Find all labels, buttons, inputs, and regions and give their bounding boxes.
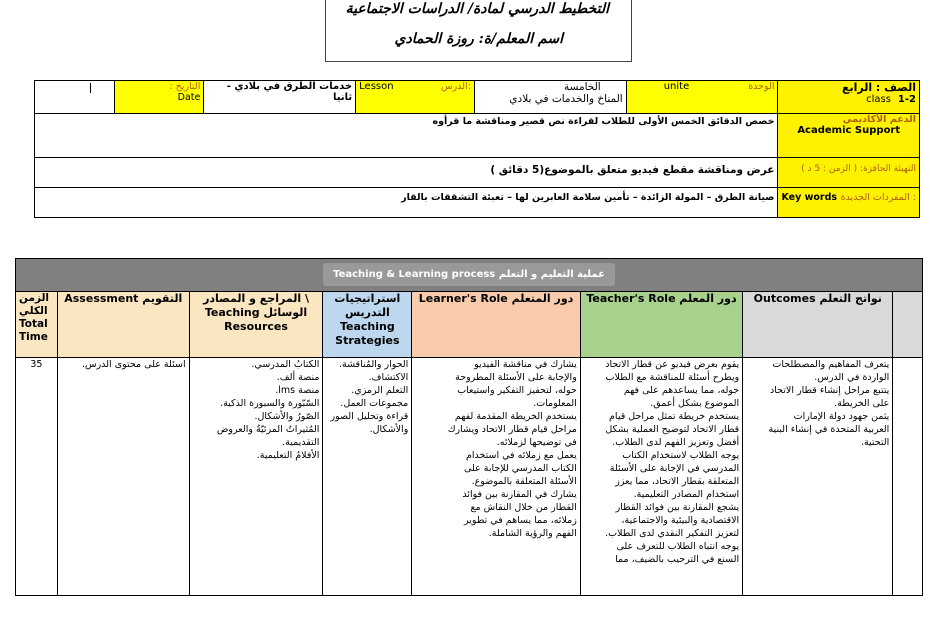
blank-cell <box>35 81 115 114</box>
vocab-label-cell: Key words المفردات الجديدة : <box>778 188 920 218</box>
col-resources: المراجع و المصادر \ Teaching الوسائل Resources <box>189 292 323 358</box>
col-learner-role: Learner's Role دور المتعلم <box>412 292 581 358</box>
process-bar <box>16 259 923 292</box>
unit-label-cell: unite الوحدة <box>626 81 778 114</box>
date-cell: التاريخ : Date <box>114 81 204 114</box>
warmup-label: التهيئة الحافزة: ( الزمن : 5 د ) <box>778 158 920 188</box>
cell-learner-role: يشارك في مناقشة الفيديو والإجابة على الأسئلة المطروحة حوله، لتحفيز التفكير واستيعاب المعلومات. يستخدم الخريطة المقدمة لفهم مراحل قيام قطار الاتحاد ويشارك في توضيحها لزملائه. يعمل مع زملائه في استخدام الكتاب المدرسي للإجابة على الأسئلة المتعلقة بالموضوع. يشارك في المقارنة بين فوائد القطار من خلال النقاش مع زملائه، مما يساهم في تطوير الفهم والرؤية الشاملة. <box>412 358 581 596</box>
lesson-name-cell: خدمات الطرق في بلادي - ثانيا <box>204 81 356 114</box>
support-text: خصص الدقائق الخمس الأولى للطلاب لقراءة نص قصير ومناقشة ما قرأوه <box>35 114 778 158</box>
cell-strategies: الحوار والمُناقشة. الاكتشاف. التعلم الرمزي. مجموعات العمل. قراءة وتحليل الصور والأشكال. <box>323 358 412 596</box>
col-assessment: Assessment التقويم <box>57 292 189 358</box>
cell-extra <box>893 358 923 596</box>
cell-assessment: اسئلة على محتوى الدرس. <box>57 358 189 596</box>
process-title: Teaching & Learning process عملية التعليم و التعلم <box>323 263 615 286</box>
cell-total-time: 35 <box>16 358 58 596</box>
warmup-text: عرض ومناقشة مقطع فيديو متعلق بالموضوع(5 دقائق ) <box>35 158 778 188</box>
teacher-name: اسم المعلم/ة: روزة الحمادي <box>394 31 563 47</box>
col-teacher-role: Teacher's Role دور المعلم <box>580 292 742 358</box>
col-total-time: الزمن الكلي Total Time <box>16 292 58 358</box>
lesson-info-table <box>34 80 920 218</box>
vocab-text: صيانة الطرق – المولة الزائدة – تأمين سلامة العابرين لها – تعبئة التشققات بالقار <box>35 188 778 218</box>
col-extra <box>893 292 923 358</box>
lesson-label-cell: Lesson الدرس: <box>356 81 475 114</box>
col-strategies: استراتيجيات التدريس Teaching Strategies <box>323 292 412 358</box>
cell-outcomes: يتعرف المفاهيم والمصطلحات الواردة في الدرس. يتتبع مراحل إنشاء قطار الاتحاد على الخريطة. يثمن جهود دولة الإمارات العربية المتحدة في إنشاء البنية التحتية. <box>743 358 893 596</box>
unit-cell: الخامسة المناخ والخدمات في بلادي <box>474 81 626 114</box>
cell-resources: الكتابُ المدرسي. منصة ألف. منصة lms. السّبّورة والسبورة الذكية. الصّورُ والأشكال. المُثيراتُ المرئيّةُ والعروض التقديمية. الأفلامُ التعليمية. <box>189 358 323 596</box>
process-table <box>15 258 923 596</box>
grade-cell: الصف : الرابع 1-2 class <box>778 81 920 114</box>
plan-title: التخطيط الدرسي لمادة/ الدراسات الاجتماعية <box>345 1 609 17</box>
title-box <box>325 0 632 62</box>
col-outcomes: Outcomes نواتج التعلم <box>743 292 893 358</box>
support-label-cell: الدعم الأكاديمي Academic Support <box>778 114 920 158</box>
cell-teacher-role: يقوم بعرض فيديو عن قطار الاتحاد ويطرح أسئلة للمناقشة مع الطلاب حوله، مما يساعدهم على فهم الموضوع بشكل أعمق. يستخدم خريطة تمثل مراحل قيام قطار الاتحاد لتوضيح العملية بشكل أفضل وتعزيز الفهم لدى الطلاب. يوجه الطلاب لاستخدام الكتاب المدرسي في الإجابة على الأسئلة المتعلقة بقطار الاتحاد، مما يعزز استخدام المصادر التعليمية. يشجع المقارنة بين فوائد القطار الاقتصادية والبيئية والاجتماعية، لتعزيز التفكير النقدي لدى الطلاب. يوجه انتباه الطلاب للتعرف على السنع في الترحيب بالضيف، مما <box>580 358 742 596</box>
